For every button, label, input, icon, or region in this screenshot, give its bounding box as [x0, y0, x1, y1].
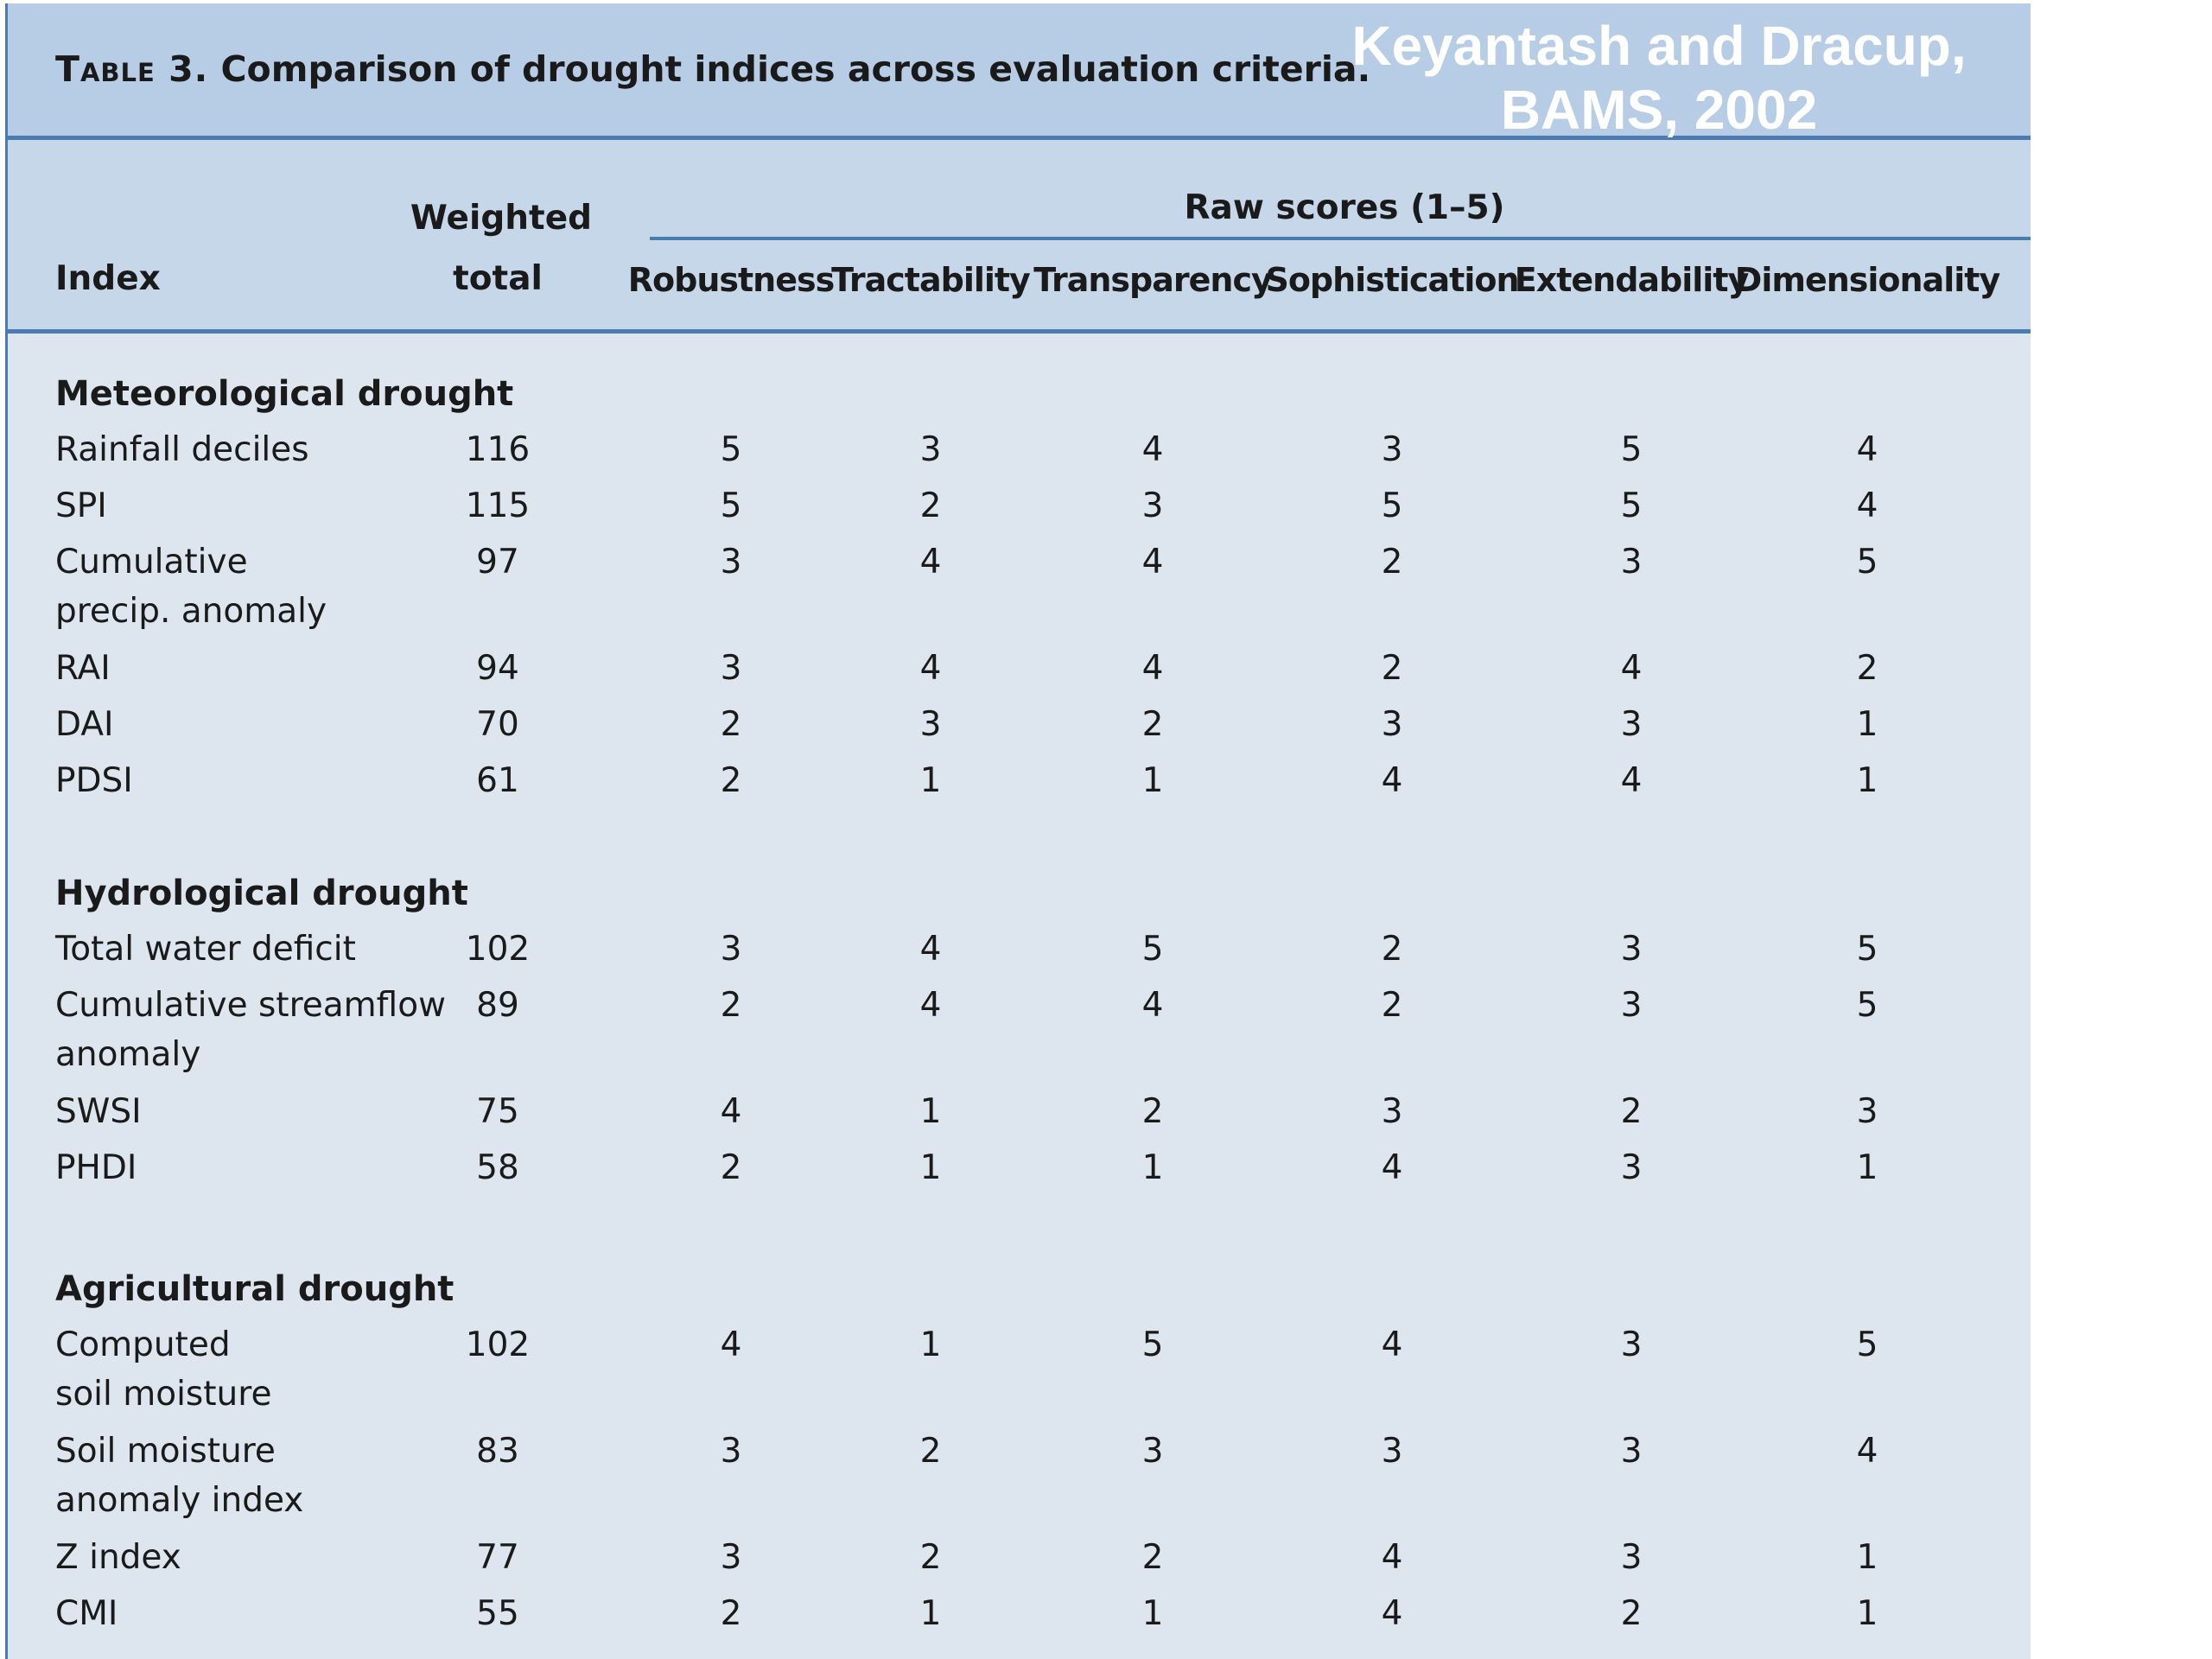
score-cell: 3 [1381, 705, 1403, 744]
score-cell: 5 [720, 486, 742, 525]
weighted-header-line1: Weighted [410, 199, 593, 238]
index-name: anomaly index [55, 1481, 304, 1520]
index-name: CMI [55, 1594, 118, 1633]
score-cell: 4 [1856, 430, 1878, 469]
score-cell: 2 [720, 986, 742, 1025]
index-name: Total water deficit [55, 930, 356, 969]
score-cell: 4 [1620, 761, 1643, 800]
score-cell: 4 [1141, 430, 1164, 469]
score-cell: 1 [919, 1148, 942, 1187]
score-cell: 2 [720, 705, 742, 744]
table-title-prefix: Table 3. [55, 48, 209, 90]
score-cell: 4 [1141, 649, 1164, 688]
score-cell: 2 [1141, 1092, 1164, 1131]
criterion-header: Extendability [1514, 261, 1749, 299]
score-cell: 3 [720, 930, 742, 969]
citation-line-1: Keyantash and Dracup, [1351, 15, 1967, 77]
index-name: PHDI [55, 1148, 137, 1187]
score-cell: 3 [1620, 705, 1643, 744]
score-cell: 2 [1381, 986, 1403, 1025]
score-cell: 2 [1381, 543, 1403, 582]
section-title: Meteorological drought [55, 374, 514, 414]
score-cell: 3 [1620, 986, 1643, 1025]
raw-scores-header: Raw scores (1–5) [1184, 188, 1505, 227]
score-cell: 5 [1381, 486, 1403, 525]
score-cell: 2 [919, 1538, 942, 1577]
table-title-text: Comparison of drought indices across evaluation criteria. [220, 48, 1371, 90]
index-header: Index [55, 259, 161, 298]
weighted-total: 97 [476, 543, 519, 582]
index-name: Rainfall deciles [55, 430, 309, 469]
score-cell: 1 [919, 1092, 942, 1131]
weighted-total: 102 [465, 930, 531, 969]
score-cell: 5 [720, 430, 742, 469]
score-cell: 2 [1141, 1538, 1164, 1577]
score-cell: 3 [1620, 1148, 1643, 1187]
score-cell: 2 [1381, 649, 1403, 688]
weighted-total: 89 [476, 986, 519, 1025]
score-cell: 4 [919, 543, 942, 582]
citation [1313, 14, 2005, 142]
weighted-total: 77 [476, 1538, 519, 1577]
score-cell: 1 [919, 761, 942, 800]
criterion-header: Sophistication [1265, 261, 1519, 299]
score-cell: 4 [1141, 543, 1164, 582]
index-name: SPI [55, 486, 107, 525]
score-cell: 5 [1620, 486, 1643, 525]
score-cell: 3 [1620, 1432, 1643, 1471]
score-cell: 3 [1381, 1092, 1403, 1131]
score-cell: 5 [1856, 1325, 1878, 1364]
weighted-total: 94 [476, 649, 519, 688]
score-cell: 2 [720, 1148, 742, 1187]
weighted-total: 58 [476, 1148, 519, 1187]
score-cell: 4 [1381, 1538, 1403, 1577]
raw-scores-rule [650, 237, 2031, 240]
weighted-total: 70 [476, 705, 519, 744]
score-cell: 2 [1381, 930, 1403, 969]
weighted-total: 83 [476, 1432, 519, 1471]
score-cell: 1 [1856, 1538, 1878, 1577]
weighted-total: 55 [476, 1594, 519, 1633]
section-title: Agricultural drought [55, 1269, 454, 1309]
score-cell: 3 [1856, 1092, 1878, 1131]
score-cell: 1 [1141, 761, 1164, 800]
score-cell: 1 [1856, 761, 1878, 800]
weighted-header-line2: total [453, 259, 543, 298]
score-cell: 5 [1620, 430, 1643, 469]
score-cell: 4 [919, 930, 942, 969]
score-cell: 1 [1856, 1148, 1878, 1187]
score-cell: 4 [720, 1325, 742, 1364]
score-cell: 2 [1620, 1594, 1643, 1633]
index-name: PDSI [55, 761, 133, 800]
index-name: anomaly [55, 1035, 201, 1074]
score-cell: 3 [720, 649, 742, 688]
index-name: Soil moisture [55, 1432, 276, 1471]
score-cell: 3 [919, 705, 942, 744]
criterion-header: Robustness [627, 261, 835, 299]
score-cell: 2 [919, 1432, 942, 1471]
score-cell: 5 [1141, 1325, 1164, 1364]
index-name: Computed [55, 1325, 231, 1364]
score-cell: 2 [919, 486, 942, 525]
score-cell: 4 [1381, 1325, 1403, 1364]
score-cell: 3 [1141, 1432, 1164, 1471]
score-cell: 5 [1856, 543, 1878, 582]
section-title: Hydrological drought [55, 874, 468, 913]
score-cell: 3 [1381, 430, 1403, 469]
score-cell: 1 [1141, 1594, 1164, 1633]
score-cell: 1 [1856, 1594, 1878, 1633]
index-name: soil moisture [55, 1375, 272, 1414]
score-cell: 4 [919, 986, 942, 1025]
index-name: DAI [55, 705, 114, 744]
score-cell: 5 [1141, 930, 1164, 969]
score-cell: 4 [919, 649, 942, 688]
score-cell: 3 [1620, 1538, 1643, 1577]
score-cell: 2 [1620, 1092, 1643, 1131]
score-cell: 3 [1620, 1325, 1643, 1364]
score-cell: 3 [1381, 1432, 1403, 1471]
citation-line-2: BAMS, 2002 [1500, 79, 1818, 141]
score-cell: 1 [1141, 1148, 1164, 1187]
score-cell: 2 [1856, 649, 1878, 688]
index-name: Z index [55, 1538, 181, 1577]
index-name: Cumulative [55, 543, 248, 582]
criterion-header: Transparency [1033, 261, 1272, 299]
score-cell: 1 [1856, 705, 1878, 744]
score-cell: 4 [720, 1092, 742, 1131]
index-name: RAI [55, 649, 111, 688]
score-cell: 2 [1141, 705, 1164, 744]
score-cell: 1 [919, 1594, 942, 1633]
score-cell: 2 [720, 1594, 742, 1633]
score-cell: 3 [720, 1432, 742, 1471]
weighted-total: 75 [476, 1092, 519, 1131]
score-cell: 1 [919, 1325, 942, 1364]
score-cell: 3 [720, 543, 742, 582]
weighted-total: 115 [465, 486, 531, 525]
weighted-total: 102 [465, 1325, 531, 1364]
score-cell: 4 [1141, 986, 1164, 1025]
index-name: precip. anomaly [55, 592, 327, 631]
criterion-header: Tractability [831, 261, 1030, 299]
score-cell: 5 [1856, 986, 1878, 1025]
score-cell: 3 [919, 430, 942, 469]
score-cell: 3 [720, 1538, 742, 1577]
index-name: Cumulative streamflow [55, 986, 446, 1025]
score-cell: 4 [1381, 1148, 1403, 1187]
score-cell: 3 [1620, 930, 1643, 969]
weighted-total: 61 [476, 761, 519, 800]
score-cell: 4 [1856, 1432, 1878, 1471]
score-cell: 4 [1381, 1594, 1403, 1633]
score-cell: 2 [720, 761, 742, 800]
score-cell: 3 [1620, 543, 1643, 582]
score-cell: 4 [1620, 649, 1643, 688]
weighted-total: 116 [465, 430, 531, 469]
score-cell: 5 [1856, 930, 1878, 969]
score-cell: 4 [1381, 761, 1403, 800]
table-title [55, 48, 1370, 90]
score-cell: 3 [1141, 486, 1164, 525]
criterion-header: Dimensionality [1734, 261, 2000, 299]
score-cell: 4 [1856, 486, 1878, 525]
index-name: SWSI [55, 1092, 142, 1131]
